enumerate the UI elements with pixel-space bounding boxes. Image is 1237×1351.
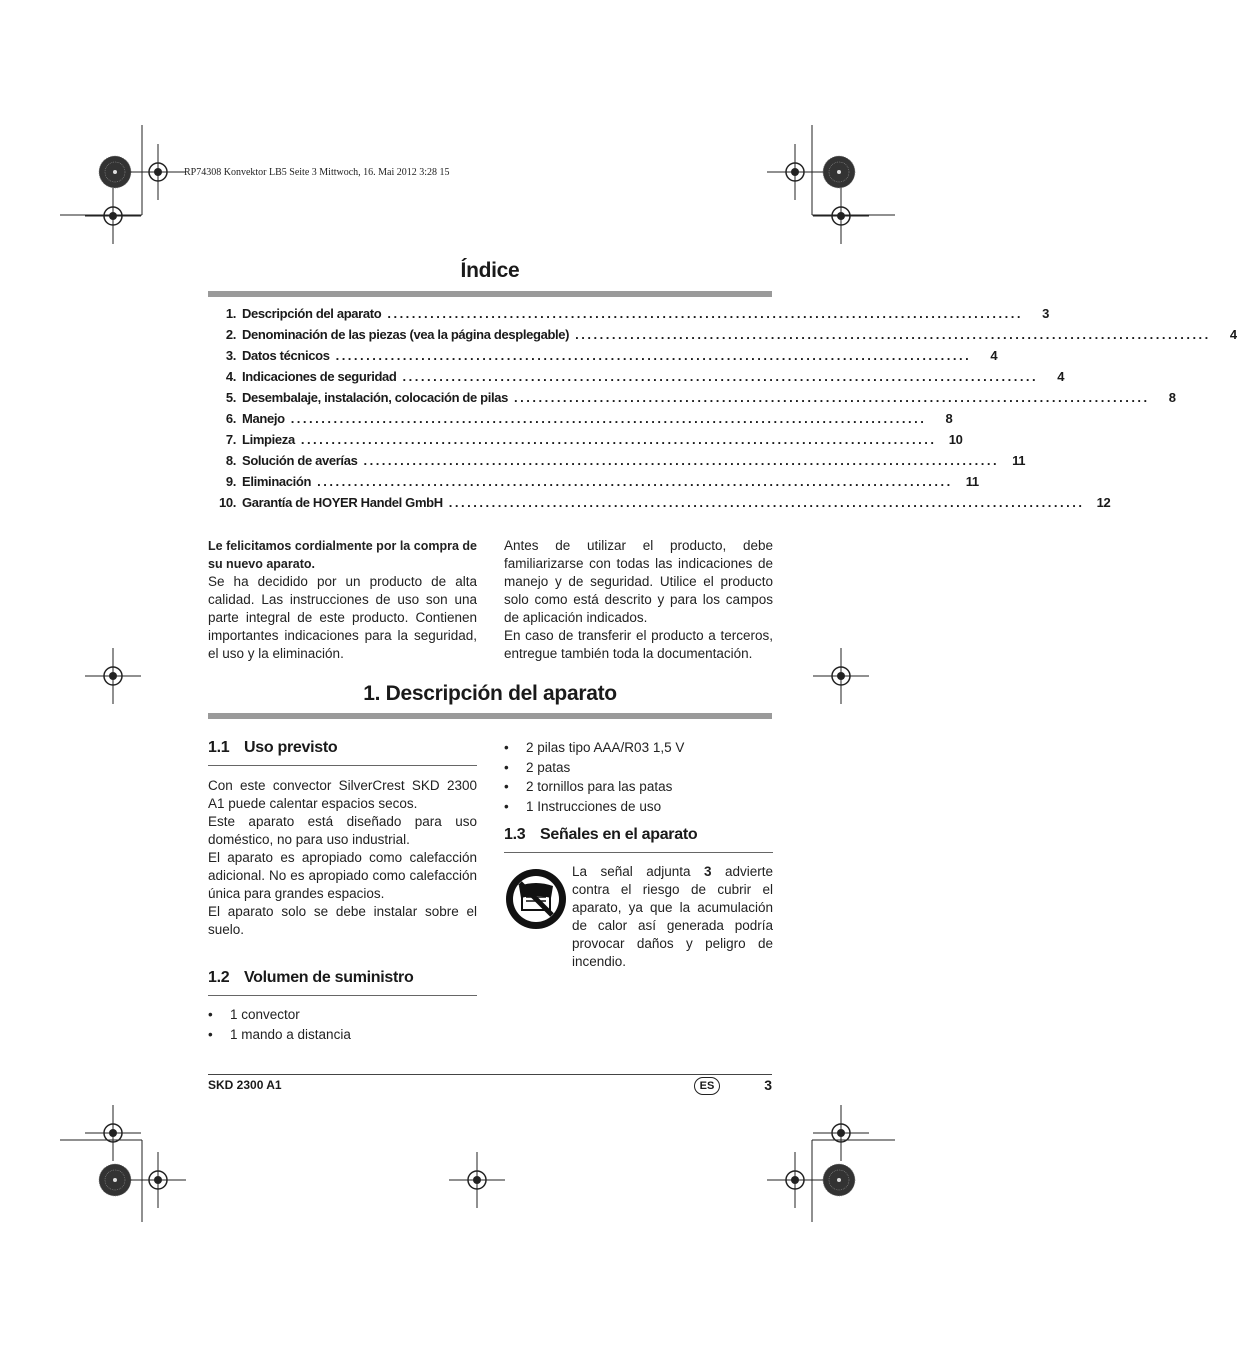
subsection-heading-1-1: 1.1 Uso previsto: [208, 739, 338, 756]
list-item: • 1 convector: [208, 1005, 477, 1025]
toc-entry[interactable]: 2. Denominación de las piezas (vea la página desplegable) ........................................................................................................ 4: [225, 327, 1237, 342]
toc-entry[interactable]: 7. Limpieza ........................................................................................................ 10: [225, 432, 963, 447]
section-title-bar: [208, 713, 772, 719]
intro-congrats: Le felicitamos cordialmente por la compra de su nuevo aparato.: [208, 539, 477, 571]
section-title: 1. Descripción del aparato: [363, 682, 617, 705]
footer-rule: [208, 1074, 772, 1075]
toc-entry[interactable]: 6. Manejo ........................................................................................................ 8: [225, 411, 953, 426]
delivery-list-right: [504, 738, 773, 816]
intro-left-column: [208, 537, 477, 663]
toc-entry[interactable]: 10. Garantía de HOYER Handel GmbH ........................................................................................................ 12: [218, 495, 1111, 510]
subsection-heading-1-3: 1.3 Señales en el aparato: [504, 826, 698, 843]
intro-right-column: [504, 537, 773, 663]
sign-description: La señal adjunta 3 advierte contra el riesgo de cubrir el aparato, ya que la acumulación de calor así generada podría provocar daños y peligro de incendio.: [572, 864, 773, 969]
list-item: • 1 mando a distancia: [208, 1025, 477, 1045]
toc-entry[interactable]: 5. Desembalaje, instalación, colocación de pilas ........................................................................................................ 8: [225, 390, 1176, 405]
toc-entry[interactable]: 1. Descripción del aparato ........................................................................................................ 3: [225, 306, 1049, 321]
footer-model: SKD 2300 A1: [208, 1078, 282, 1092]
list-item: • 2 pilas tipo AAA/R03 1,5 V: [504, 738, 773, 758]
list-item: • 2 tornillos para las patas: [504, 777, 773, 797]
subsection-heading-1-2: 1.2 Volumen de suministro: [208, 969, 414, 986]
page-number: 3: [764, 1077, 772, 1093]
delivery-list-left: [208, 1005, 477, 1044]
intro-instructions: Antes de utilizar el producto, debe familiarizarse con todas las indicaciones de manejo y de seguridad. Utilice el producto solo como está descrito y para los campos de aplicación indicados.: [504, 538, 773, 625]
subsection-rule: [208, 765, 477, 766]
subsection-rule: [208, 995, 477, 996]
intended-use-text: Con este convector SilverCrest SKD 2300 A1 puede calentar espacios secos. Este aparato está diseñado para uso doméstico, no para uso industrial. El aparato es apropiado como calefacción adicional. No es apropiado como calefacción única para grandes espacios. El aparato solo se debe instalar sobre el suelo.: [208, 778, 477, 937]
intro-text: Se ha decidido por un producto de alta calidad. Las instrucciones de uso son una parte integral de este producto. Contienen importantes indicaciones para la seguridad, el uso y la eliminación.: [208, 574, 477, 661]
toc-entry[interactable]: 9. Eliminación ........................................................................................................ 11: [225, 474, 979, 489]
toc-entry[interactable]: 8. Solución de averías ........................................................................................................ 11: [225, 453, 1026, 468]
language-badge: ES: [694, 1077, 720, 1095]
toc-entry[interactable]: 3. Datos técnicos ........................................................................................................ 4: [225, 348, 998, 363]
intro-transfer: En caso de transferir el producto a terceros, entregue también toda la documentación.: [504, 628, 773, 661]
index-title-bar: [208, 291, 772, 297]
table-of-contents: [208, 306, 1237, 516]
list-item: • 1 Instrucciones de uso: [504, 797, 773, 817]
print-header: RP74308 Konvektor LB5 Seite 3 Mittwoch, 16. Mai 2012 3:28 15: [184, 167, 450, 178]
do-not-cover-icon: [505, 868, 567, 930]
list-item: • 2 patas: [504, 758, 773, 778]
index-title: Índice: [460, 259, 520, 282]
toc-entry[interactable]: 4. Indicaciones de seguridad ........................................................................................................ 4: [225, 369, 1065, 384]
subsection-rule: [504, 852, 773, 853]
